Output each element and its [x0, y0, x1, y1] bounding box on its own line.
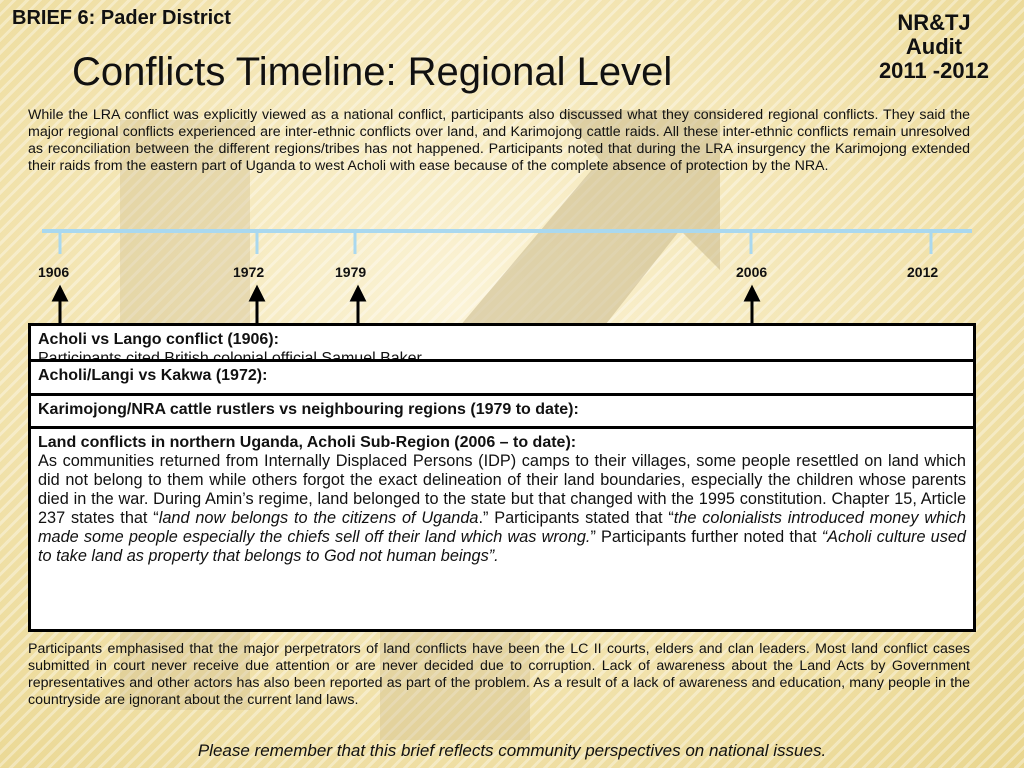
audit-line-1: NR&TJ	[897, 10, 971, 35]
body-text-part-2: .” Participants stated that “	[478, 509, 674, 527]
audit-line-3: 2011 -2012	[878, 58, 990, 83]
conflict-title-1972: Acholi/Langi vs Kakwa (1972):	[38, 367, 268, 384]
audit-label	[858, 11, 1010, 83]
conflict-title-1979: Karimojong/NRA cattle rustlers vs neighbouring regions (1979 to date):	[38, 401, 579, 418]
page-title: Conflicts Timeline: Regional Level	[72, 50, 673, 94]
closing-paragraph: Participants emphasised that the major perpetrators of land conflicts have been the LC II courts, elders and clan leaders. Most land conflict cases submitted in court never receive due attention or are never decided due to corruption. Lack of awareness about the Land Acts by Government representatives and other actors has also been reported as part of the problem. As a result of a lack of awareness and education, many people in the countryside are ignorant about the current land laws.	[28, 641, 970, 708]
quote-colonialists: the colonialists introduced money which made some people especially the chiefs sell off their land which was wrong.	[38, 509, 966, 546]
intro-paragraph: While the LRA conflict was explicitly viewed as a national conflict, participants also discussed what they considered regional conflicts. They said the major regional conflicts experienced are inter-ethnic conflicts over land, and Karimojong cattle raids. All these inter-ethnic conflicts remain unresolved as reconciliation between the different regions/tribes has not happened. Participants noted that during the LRA insurgency the Karimojong extended their raids from the eastern part of Uganda to west Acholi with ease because of the complete absence of protection by the NRA.	[28, 107, 970, 174]
quote-acholi-culture: “Acholi culture used to take land as property that belongs to God not human beings”.	[38, 528, 966, 565]
year-label-2006: 2006	[736, 264, 768, 280]
conflict-body-2006	[38, 452, 966, 566]
brief-label: BRIEF 6: Pader District	[12, 7, 231, 29]
conflict-box-2006	[28, 426, 976, 632]
footer-disclaimer: Please remember that this brief reflects community perspectives on national issues.	[197, 741, 827, 760]
body-text-part-1: As communities returned from Internally Displaced Persons (IDP) camps to their villages, some people resettled on land which did not belong to them while others forgot the exact delineation of their land boundaries, especially the children whose parents died in the war. During Amin’s regime, land belonged to the state but that changed with the 1995 constitution. Chapter 15, Article 237 states that “	[38, 452, 966, 527]
conflict-title-1906: Acholi vs Lango conflict (1906):	[38, 331, 279, 348]
conflict-title-2006: Land conflicts in northern Uganda, Acholi Sub-Region (2006 – to date):	[38, 434, 577, 451]
audit-line-2: Audit	[905, 34, 963, 59]
year-label-1979: 1979	[335, 264, 367, 280]
year-label-2012: 2012	[907, 264, 939, 280]
quote-constitution: land now belongs to the citizens of Uganda	[158, 509, 479, 527]
year-label-1906: 1906	[38, 264, 70, 280]
year-label-1972: 1972	[233, 264, 265, 280]
body-text-part-3: ” Participants further noted that	[590, 528, 822, 546]
